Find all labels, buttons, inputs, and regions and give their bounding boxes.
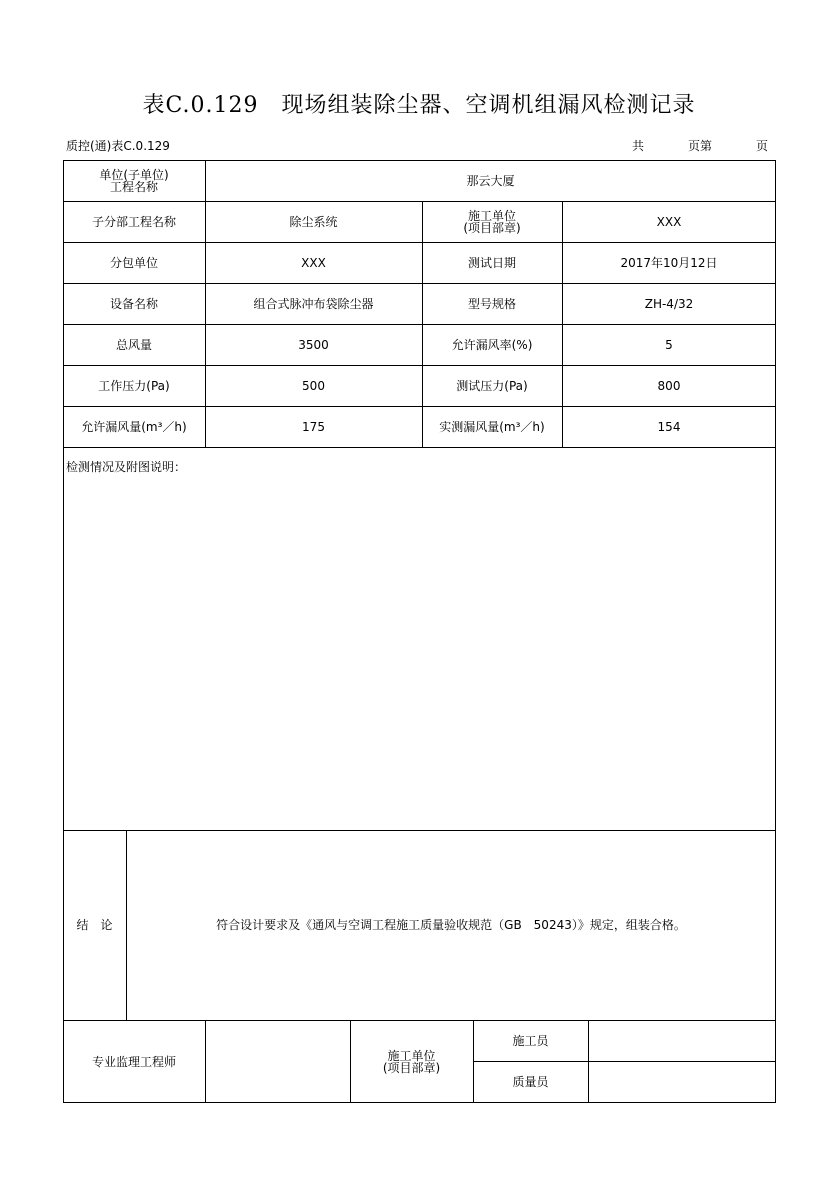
conclusion-text: 符合设计要求及《通风与空调工程施工质量验收规范（GB 50243）》规定，组装合格。: [216, 918, 686, 932]
unit-label: [63, 160, 205, 201]
subcontractor-value: XXX: [301, 255, 326, 270]
constructor-signature: [588, 1020, 776, 1061]
leak-rate-value: 5: [665, 337, 673, 352]
model-label: 型号规格: [467, 296, 516, 311]
test-pressure-value: 800: [657, 378, 681, 393]
measured-leakage-value: 154: [657, 419, 681, 434]
page-mid-label: 页第: [687, 139, 712, 153]
form-code: 质控(通)表C.0.129: [66, 139, 170, 153]
inspection-label: 检测情况及附图说明：: [66, 460, 187, 474]
allowed-leakage-value: 175: [302, 419, 325, 434]
subcontractor-label: 分包单位: [109, 255, 158, 270]
sub-project-value: 除尘系统: [289, 214, 338, 229]
contractor-sign-line2: (项目部章): [382, 1060, 441, 1075]
unit-label-line1: 单位(子单位): [99, 167, 169, 182]
contractor-sign-label: [350, 1020, 473, 1103]
form-title: 表C.0.129 现场组装除尘器、空调机组漏风检测记录: [142, 93, 696, 118]
supervisor-label: 专业监理工程师: [91, 1054, 176, 1069]
form-table: [63, 160, 776, 1103]
sub-project-label: 子分部工程名称: [91, 214, 176, 229]
working-pressure-label: 工作压力(Pa): [98, 378, 170, 393]
equipment-value: 组合式脉冲布袋除尘器: [253, 296, 374, 311]
page-end-label: 页: [755, 139, 768, 153]
supervisor-signature: [205, 1020, 350, 1103]
equipment-label: 设备名称: [109, 296, 158, 311]
measured-leakage-label: 实测漏风量(m³／h): [439, 419, 545, 434]
quality-label: 质量员: [512, 1075, 549, 1089]
test-date-label: 测试日期: [467, 255, 516, 270]
leak-rate-label: 允许漏风率(%): [451, 337, 533, 352]
inspection-notes: [63, 447, 776, 830]
contractor-label: [422, 201, 562, 242]
working-pressure-value: 500: [302, 378, 325, 393]
unit-value: 那云大厦: [466, 173, 515, 188]
test-date-value: 2017年10月12日: [620, 255, 718, 270]
test-pressure-label: 测试压力(Pa): [456, 378, 528, 393]
constructor-label: 施工员: [512, 1033, 549, 1048]
page-total-label: 共: [631, 139, 644, 153]
airflow-label: 总风量: [115, 337, 152, 352]
model-value: ZH-4/32: [644, 296, 694, 311]
contractor-sign-line1: 施工单位: [387, 1048, 436, 1063]
airflow-value: 3500: [298, 337, 329, 352]
conclusion-label: 结 论: [76, 918, 113, 932]
page-indicator: [632, 137, 768, 154]
allowed-leakage-label: 允许漏风量(m³／h): [81, 419, 187, 434]
contractor-value: XXX: [656, 214, 682, 229]
quality-signature: [588, 1061, 776, 1103]
contractor-label-line2: (项目部章): [463, 220, 521, 235]
unit-label-line2: 工程名称: [109, 179, 158, 194]
contractor-label-line1: 施工单位: [467, 208, 516, 223]
